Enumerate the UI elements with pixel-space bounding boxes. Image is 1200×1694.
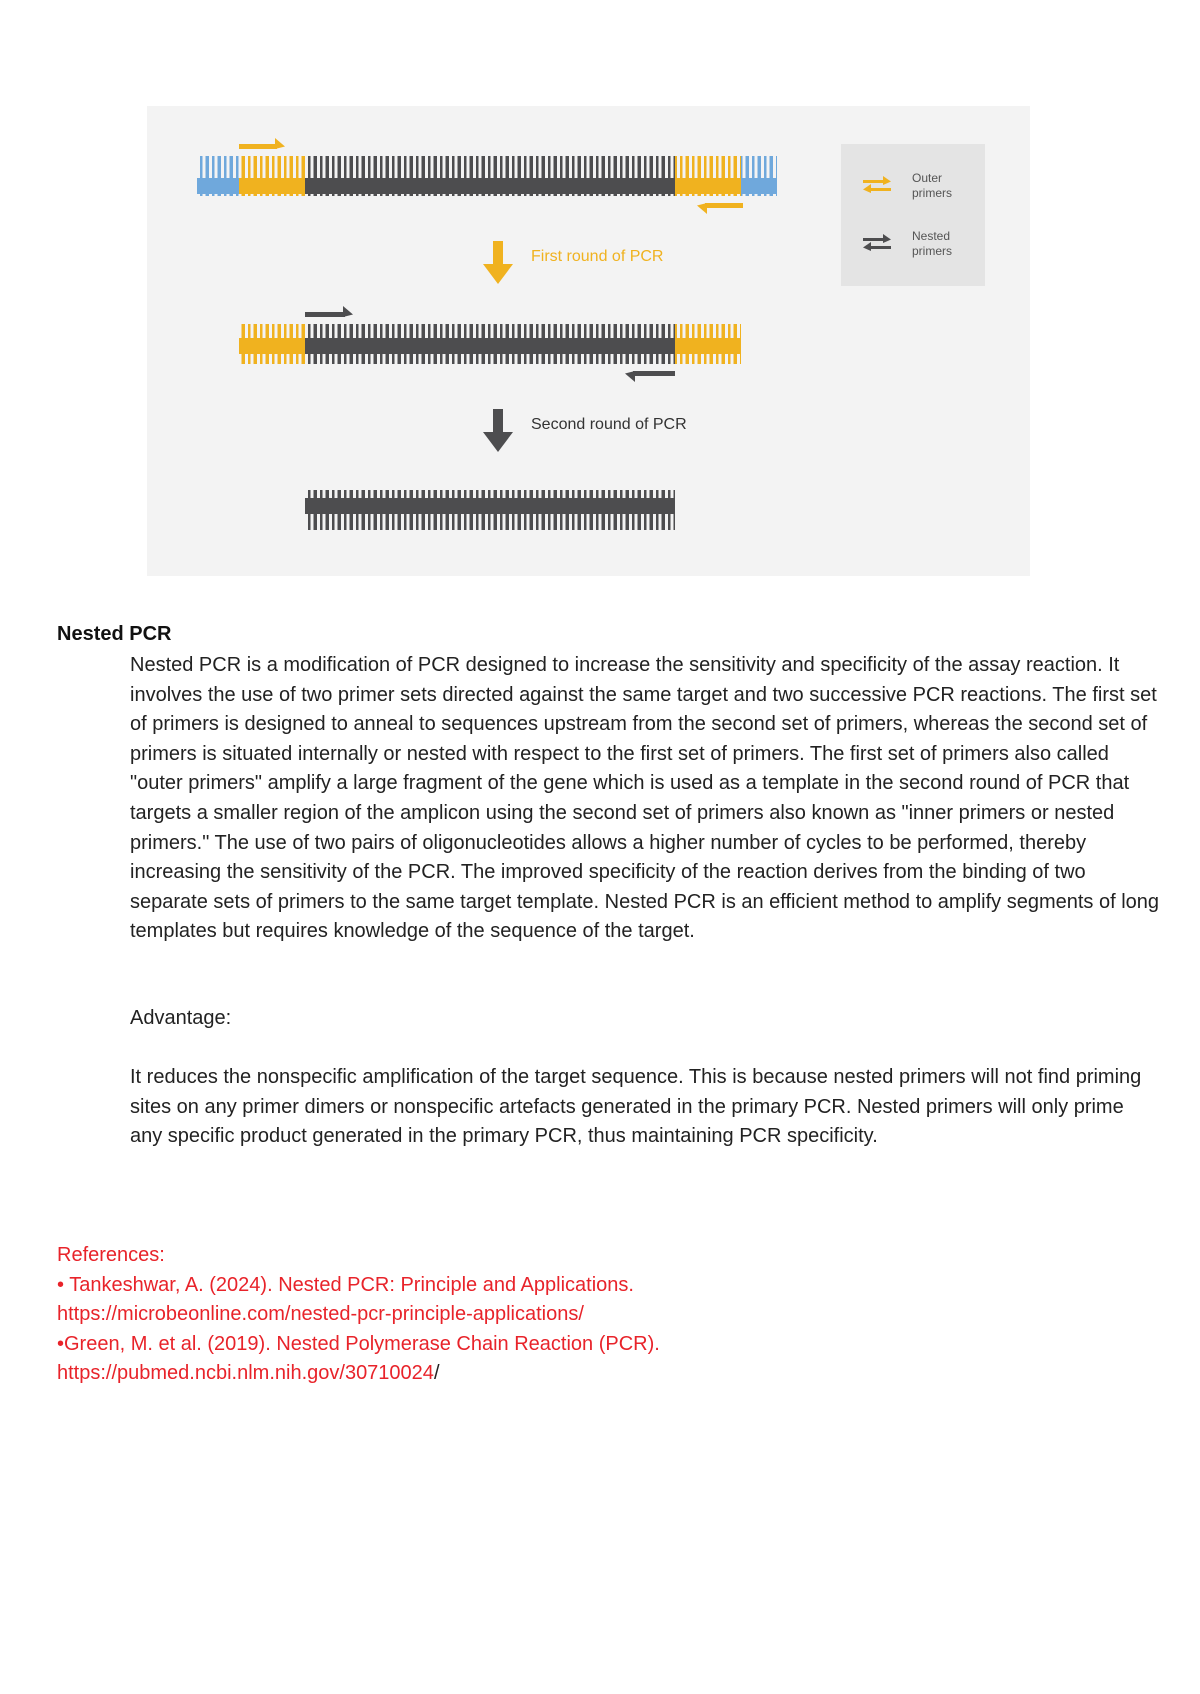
advantage-paragraph: It reduces the nonspecific amplification of the target sequence. This is because nested primers will not find priming sites on any primer dimers or nonspecific artefacts generated in the primary PCR. Nested primers will only prime any specific product generated in the primary PCR, thus maintaining PCR specificity. bbox=[130, 1066, 1142, 1148]
reference-2-link-tail: / bbox=[433, 1362, 440, 1385]
down-arrow-icon bbox=[483, 409, 513, 452]
nested-primer-forward-arrow-icon bbox=[305, 306, 353, 317]
step2-label: Second round of PCR bbox=[531, 416, 687, 433]
down-arrow-icon bbox=[483, 241, 513, 284]
references-section bbox=[57, 1241, 1157, 1389]
legend bbox=[841, 144, 985, 286]
legend-outer-label-line1: Outer bbox=[912, 171, 943, 185]
outer-primer-forward-arrow-icon bbox=[239, 138, 285, 149]
dna-strand-outer-amplicon bbox=[239, 324, 741, 364]
legend-box bbox=[841, 144, 985, 286]
legend-nested-label-line2: primers bbox=[912, 244, 953, 258]
reference-2-link[interactable]: https://pubmed.ncbi.nlm.nih.gov/30710024 bbox=[57, 1362, 434, 1385]
diagram-svg bbox=[147, 106, 1030, 576]
reference-2-link-row bbox=[57, 1359, 1157, 1389]
legend-outer-label-line2: primers bbox=[912, 186, 953, 200]
flank-left bbox=[197, 156, 239, 196]
reference-1-citation: • Tankeshwar, A. (2024). Nested PCR: Principle and Applications. bbox=[57, 1273, 634, 1296]
outer-primer-site-right bbox=[675, 156, 741, 196]
step1-label: First round of PCR bbox=[531, 248, 664, 265]
references-heading: References: bbox=[57, 1244, 165, 1266]
dna-strand-nested-product bbox=[305, 490, 675, 530]
outer-primer-reverse-arrow-icon bbox=[697, 203, 743, 214]
legend-nested-label-line1: Nested bbox=[912, 229, 951, 243]
body-paragraph: Nested PCR is a modification of PCR designed to increase the sensitivity and specificity of the assay reaction. It involves the use of two primer sets directed against the same target and two successive PCR reactions. The first set of primers is designed to anneal to sequences upstream from the second set of primers, whereas the second set of primers is situated internally or nested with respect to the first set of primers. The first set of primers also called "outer primers" amplify a large fragment of the gene which is used as a template in the second round of PCR that targets a smaller region of the amplicon using the second set of primers also known as "inner primers or nested primers." The use of two pairs of oligonucleotides allows a higher number of cycles to be performed, thereby increasing the sensitivity of the PCR. The improved specificity of the reaction derives from the binding of two separate sets of primers to the same target template. Nested PCR is an efficient method to amplify segments of long templates but requires knowledge of the sequence of the target. bbox=[130, 654, 1160, 943]
section-title: Nested PCR bbox=[57, 623, 172, 645]
nested-primer-reverse-arrow-icon bbox=[625, 371, 675, 382]
outer-primer-site-left bbox=[239, 156, 305, 196]
advantage-label: Advantage: bbox=[130, 1007, 232, 1029]
reference-1-link[interactable]: https://microbeonline.com/nested-pcr-principle-applications/ bbox=[57, 1303, 584, 1326]
target-region bbox=[305, 156, 675, 196]
reference-2-citation: •Green, M. et al. (2019). Nested Polymerase Chain Reaction (PCR). bbox=[57, 1332, 660, 1355]
flank-right bbox=[741, 156, 777, 196]
dna-strand-template bbox=[197, 156, 777, 196]
nested-pcr-diagram bbox=[147, 106, 1030, 576]
